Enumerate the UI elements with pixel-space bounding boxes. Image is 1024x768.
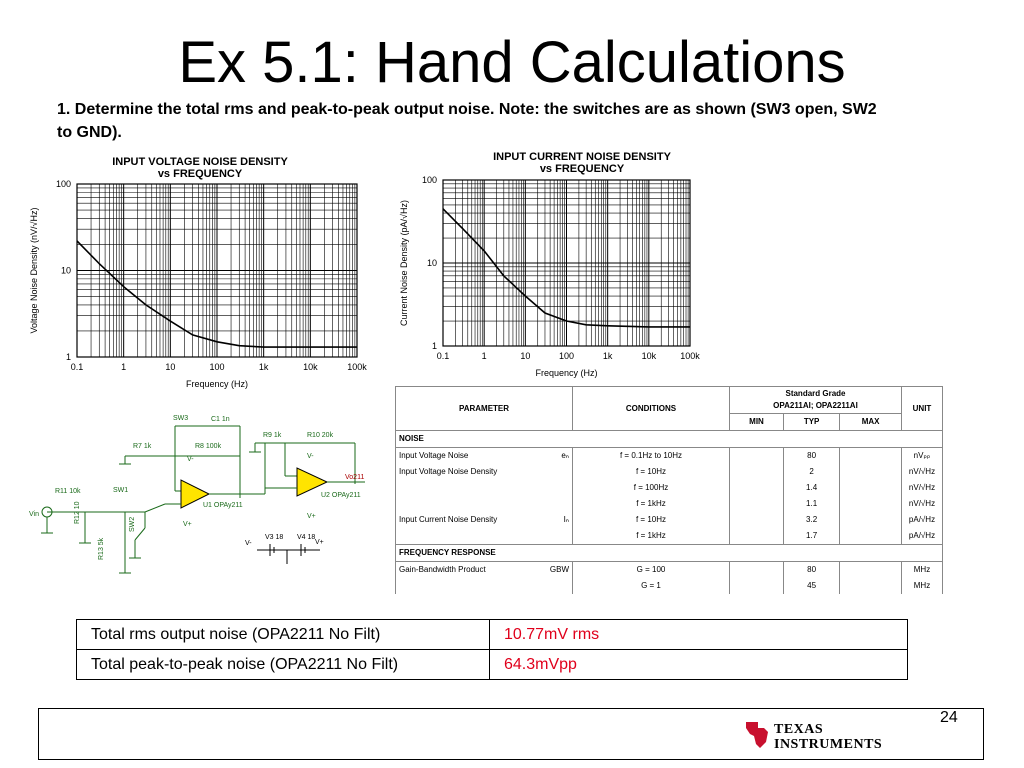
spec-max [840,496,902,512]
x-tick-label: 0.1 [70,362,84,372]
spec-param-name: Input Voltage Noise [399,451,469,460]
sw1-label: SW1 [113,487,129,494]
header-min: MIN [730,414,784,431]
circuit-schematic [25,408,375,580]
spec-max [840,464,902,480]
r9-label: R9 1k [263,432,282,439]
result-label: Total peak-to-peak noise (OPA2211 No Filt) [77,650,490,680]
y-tick-label: 1 [65,352,71,362]
y-axis-label: Voltage Noise Density (nV/√Hz) [29,207,39,334]
grade-line2: OPA211AI; OPA2211AI [773,401,858,410]
spec-header-row-1 [396,387,943,414]
u1-vplus-label: V+ [183,521,192,528]
spec-condition: G = 1 [573,578,730,594]
spec-row [396,448,943,465]
spec-param-symbol: GBW [549,565,569,574]
x-tick-label: 100 [558,351,575,361]
u1-vminus-label: V- [187,456,194,463]
spec-unit: MHz [902,562,943,579]
v4-label: V4 18 [297,534,316,541]
results-row [77,620,908,650]
ti-logo-text-line1: TEXAS [774,722,824,737]
spec-row [396,512,943,528]
spec-row [396,480,943,496]
spec-min [730,578,784,594]
spec-typ: 80 [783,448,839,465]
x-tick-label: 10 [520,351,531,361]
spec-max [840,578,902,594]
spec-unit: nV/√Hz [902,464,943,480]
spec-param-name: Input Current Noise Density [399,515,498,524]
r13-label: R13 5k [98,537,105,560]
spec-condition: f = 1kHz [573,528,730,545]
spec-max [840,512,902,528]
u2-label: U2 OPAy211 [321,492,361,499]
spec-min [730,480,784,496]
result-label: Total rms output noise (OPA2211 No Filt) [77,620,490,650]
x-tick-label: 10k [303,362,318,372]
spec-condition: f = 10Hz [573,512,730,528]
spec-max [840,528,902,545]
x-tick-label: 1k [602,351,613,361]
opa211-spec-table [395,386,943,594]
r10-label: R10 20k [307,432,334,439]
spec-param [396,480,573,496]
ti-logo-icon [744,718,772,750]
voltage-chart-title-line2: vs FREQUENCY [157,168,243,180]
sw3-label: SW3 [173,415,189,422]
spec-typ: 1.4 [783,480,839,496]
spec-condition: G = 100 [573,562,730,579]
r12-label: R12 10 [74,501,81,524]
y-tick-label: 10 [60,265,71,276]
spec-min [730,448,784,465]
spec-row [396,496,943,512]
spec-param [396,578,573,594]
x-tick-label: 1 [481,351,487,361]
spec-min [730,528,784,545]
spec-unit: pA/√Hz [902,528,943,545]
spec-max [840,562,902,579]
result-value: 64.3mVpp [490,650,908,680]
voltage-noise-chart [25,172,367,394]
spec-condition: f = 1kHz [573,496,730,512]
r11-label: R11 10k [55,488,81,495]
sw2-label: SW2 [129,516,136,532]
chart-grid [77,184,357,357]
x-tick-label: 100k [347,362,367,372]
r8-label: R8 100k [195,443,222,450]
current-chart-title-line1: INPUT CURRENT NOISE DENSITY [493,151,671,163]
spec-row [396,578,943,594]
u2-vminus-label: V- [307,453,314,460]
result-value: 10.77mV rms [490,620,908,650]
header-standard-grade [730,387,902,414]
spec-typ: 1.1 [783,496,839,512]
spec-typ: 1.7 [783,528,839,545]
spec-condition: f = 100Hz [573,480,730,496]
section-freq-row [396,545,943,562]
spec-min [730,512,784,528]
spec-param [396,496,573,512]
x-tick-label: 100k [680,351,700,361]
spec-unit: pA/√Hz [902,512,943,528]
grade-line1: Standard Grade [785,389,846,398]
header-max: MAX [840,414,902,431]
spec-max [840,448,902,465]
supply-vminus-label: V- [245,540,252,547]
spec-max [840,480,902,496]
spec-param-name: Gain-Bandwidth Product [399,565,486,574]
spec-param [396,464,573,480]
x-tick-label: 10 [165,362,176,372]
vo211-label: Vo211 [345,474,365,481]
vin-label: Vin [29,511,39,518]
page-number: 24 [940,709,958,726]
spec-typ: 45 [783,578,839,594]
section-noise: NOISE [396,431,943,448]
header-typ: TYP [783,414,839,431]
spec-unit: nVₚₚ [902,448,943,465]
spec-param [396,512,573,528]
y-tick-label: 100 [421,175,437,185]
y-tick-label: 1 [431,341,437,351]
spec-typ: 2 [783,464,839,480]
results-row [77,650,908,680]
spec-param [396,448,573,465]
spec-param [396,562,573,579]
spec-unit: nV/√Hz [902,496,943,512]
spec-min [730,562,784,579]
spec-row [396,562,943,579]
section-noise-row [396,431,943,448]
spec-row [396,464,943,480]
spec-unit: nV/√Hz [902,480,943,496]
spec-param-name: Input Voltage Noise Density [399,467,498,476]
x-tick-label: 1k [258,362,269,372]
current-chart-title-line2: vs FREQUENCY [539,163,625,175]
spec-min [730,464,784,480]
x-axis-label: Frequency (Hz) [535,368,598,378]
spec-min [730,496,784,512]
spec-typ: 3.2 [783,512,839,528]
v3-label: V3 18 [265,534,284,541]
ti-logo-text-line2: INSTRUMENTS [774,737,883,752]
sw2-switch-symbol [135,528,145,540]
spec-param [396,528,573,545]
instruction-text: 1. Determine the total rms and peak-to-peak output noise. Note: the switches are as shown (SW3 open, SW2 to GND). [57,101,877,141]
spec-condition: f = 0.1Hz to 10Hz [573,448,730,465]
c1-label: C1 1n [211,416,230,423]
x-tick-label: 10k [641,351,657,361]
sw1-switch-symbol [145,504,165,512]
voltage-chart-title-line1: INPUT VOLTAGE NOISE DENSITY [112,156,288,168]
spec-unit: MHz [902,578,943,594]
spec-typ: 80 [783,562,839,579]
section-frequency-response: FREQUENCY RESPONSE [396,545,943,562]
r7-label: R7 1k [133,443,152,450]
u1-label: U1 OPAy211 [203,502,243,509]
x-tick-label: 0.1 [436,351,450,361]
u2-vplus-label: V+ [307,513,316,520]
y-tick-label: 10 [426,258,437,268]
header-conditions: CONDITIONS [573,387,730,431]
spec-param-symbol: Iₙ [563,515,569,524]
results-table [76,619,908,680]
spec-row [396,528,943,545]
y-tick-label: 100 [55,179,71,189]
spec-param-symbol: eₙ [561,451,569,460]
x-tick-label: 100 [209,362,225,372]
spec-condition: f = 10Hz [573,464,730,480]
y-axis-label: Current Noise Density (pA/√Hz) [399,200,409,326]
x-axis-label: Frequency (Hz) [185,379,249,389]
supply-vplus-label: V+ [315,539,324,546]
header-parameter: PARAMETER [396,387,573,431]
current-noise-chart [395,168,715,383]
slide-title: Ex 5.1: Hand Calculations [178,30,846,95]
x-tick-label: 1 [121,362,127,372]
header-unit: UNIT [902,387,943,431]
